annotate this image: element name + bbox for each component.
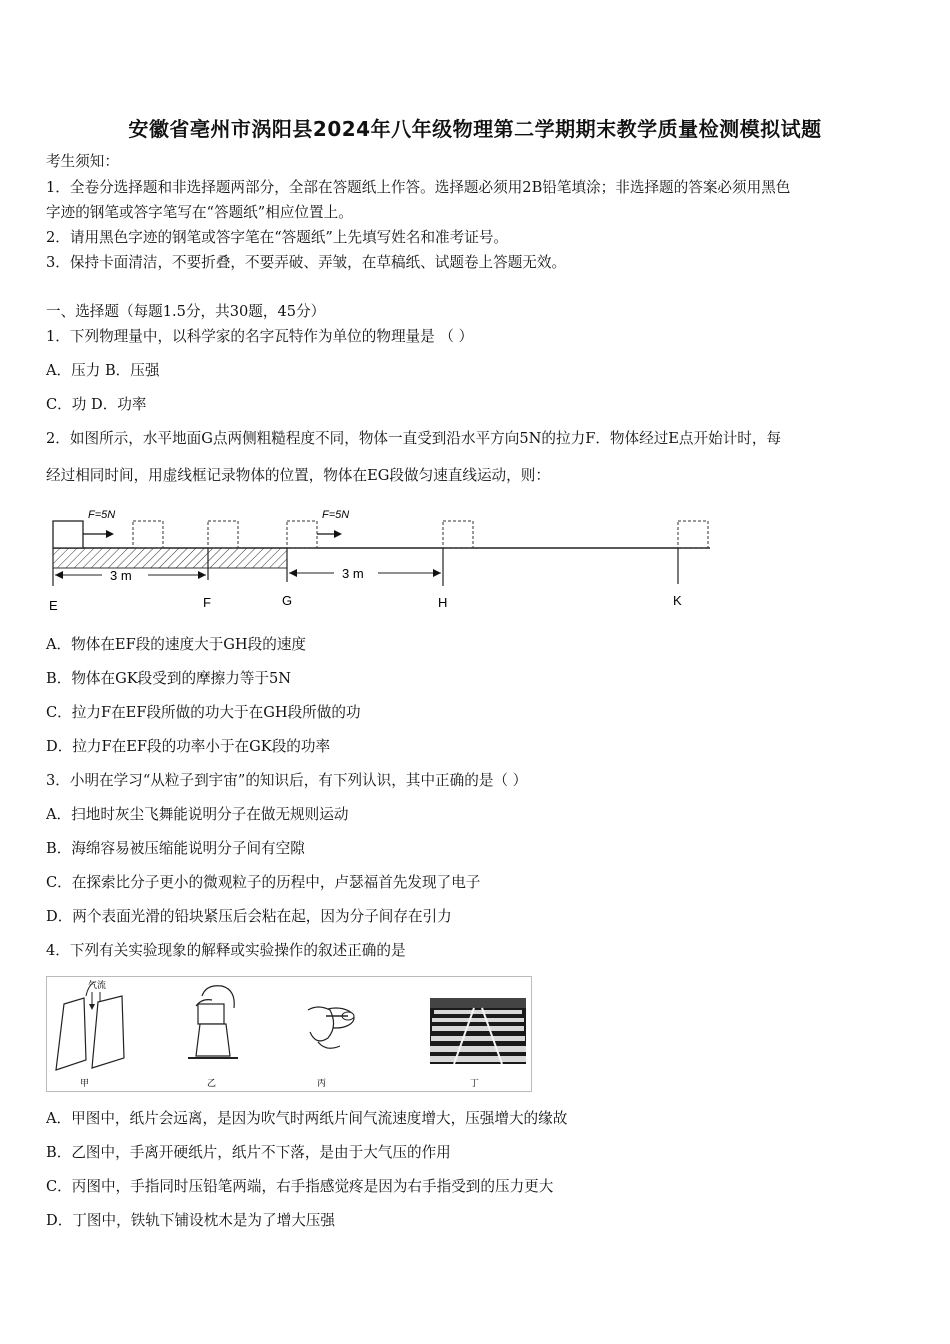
point-label-h: H (438, 595, 448, 610)
q2-option-a: A．物体在EF段的速度大于GH段的速度 (46, 636, 307, 653)
figure-bing-pencil-fingers (308, 1007, 354, 1088)
rough-ground-ef (53, 548, 208, 568)
object-dashed (208, 521, 238, 548)
figure-jia-paper-sheets (56, 979, 124, 1088)
point-label-f: F (203, 595, 211, 610)
arrow-head-icon (55, 571, 63, 579)
object-dashed (443, 521, 473, 548)
q3-option-b: B．海绵容易被压缩能说明分子间有空隙 (46, 840, 305, 857)
q2-option-d: D．拉力F在EF段的功率小于在GK段的功率 (46, 738, 331, 755)
q1-options-cd: C．功 D．功率 (46, 396, 147, 413)
q2-stem-line2: 经过相同时间，用虚线框记录物体的位置，物体在EG段做匀速直线运动，则： (46, 467, 550, 484)
arrow-head-icon (198, 571, 206, 579)
arrow-head-icon (289, 569, 297, 577)
q1-options-ab: A．压力 B．压强 (46, 362, 160, 379)
arrow-head-icon (106, 530, 114, 538)
q4-option-c: C．丙图中，手指同时压铅笔两端，右手指感觉疼是因为右手指受到的压力更大 (46, 1178, 554, 1195)
figure-ding-railway-track (430, 998, 526, 1088)
q4-option-a: A．甲图中，纸片会远离，是因为吹气时两纸片间气流速度增大，压强增大的缘故 (46, 1110, 568, 1127)
notice-item: 字迹的钢笔或答字笔写在“答题纸”相应位置上。 (46, 204, 353, 221)
q2-option-b: B．物体在GK段受到的摩擦力等于5N (46, 670, 292, 687)
notice-item: 3．保持卡面清洁，不要折叠，不要弄破、弄皱，在草稿纸、试题卷上答题无效。 (46, 254, 567, 271)
q3-option-a: A．扫地时灰尘飞舞能说明分子在做无规则运动 (46, 806, 349, 823)
distance-label: 3 m (342, 566, 364, 581)
point-label-e: E (49, 598, 58, 613)
svg-text:丙: 丙 (317, 1078, 327, 1088)
distance-label: 3 m (110, 568, 132, 583)
figure-yi-cup-card (188, 986, 238, 1088)
page-title: 安徽省亳州市涡阳县2024年八年级物理第二学期期末教学质量检测模拟试题 (128, 117, 822, 141)
q3-option-c: C．在探索比分子更小的微观粒子的历程中，卢瑟福首先发现了电子 (46, 874, 481, 891)
object-dashed (287, 521, 317, 548)
notice-item: 1．全卷分选择题和非选择题两部分，全部在答题纸上作答。选择题必须用2B铅笔填涂；非选择题的答案必须用黑色 (46, 179, 791, 196)
q4-experiment-figure (46, 976, 532, 1092)
q4-stem: 4．下列有关实验现象的解释或实验操作的叙述正确的是 (46, 942, 406, 959)
svg-text:甲: 甲 (80, 1078, 90, 1088)
svg-text:乙: 乙 (207, 1078, 217, 1088)
force-label: F=5N (322, 509, 350, 521)
q1-stem: 1．下列物理量中，以科学家的名字瓦特作为单位的物理量是 （ ） (46, 328, 474, 345)
q3-option-d: D．两个表面光滑的铅块紧压后会粘在起，因为分子间存在引力 (46, 908, 452, 925)
point-label-k: K (673, 593, 682, 608)
point-label-g: G (282, 593, 293, 608)
q4-option-d: D．丁图中，铁轨下铺设枕木是为了增大压强 (46, 1212, 335, 1229)
rough-ground-fg (208, 548, 287, 568)
q3-stem: 3．小明在学习“从粒子到宇宙”的知识后，有下列认识，其中正确的是（ ） (46, 772, 528, 789)
svg-text:气流: 气流 (88, 980, 107, 990)
arrow-head-icon (334, 530, 342, 538)
object-dashed (678, 521, 708, 548)
force-label: F=5N (88, 509, 116, 521)
notice-heading: 考生须知： (46, 153, 119, 170)
object-solid (53, 521, 83, 548)
q2-stem-line1: 2．如图所示，水平地面G点两侧粗糙程度不同，物体一直受到沿水平方向5N的拉力F．物体经过E点开始计时，每 (46, 430, 782, 447)
section-heading: 一、选择题（每题1.5分，共30题，45分） (46, 303, 326, 320)
object-dashed (133, 521, 163, 548)
q2-motion-diagram (40, 500, 730, 618)
svg-text:丁: 丁 (470, 1078, 480, 1088)
q2-option-c: C．拉力F在EF段所做的功大于在GH段所做的功 (46, 704, 361, 721)
q4-option-b: B．乙图中，手离开硬纸片，纸片不下落，是由于大气压的作用 (46, 1144, 451, 1161)
notice-item: 2．请用黑色字迹的钢笔或答字笔在“答题纸”上先填写姓名和准考证号。 (46, 229, 509, 246)
arrow-head-icon (433, 569, 441, 577)
